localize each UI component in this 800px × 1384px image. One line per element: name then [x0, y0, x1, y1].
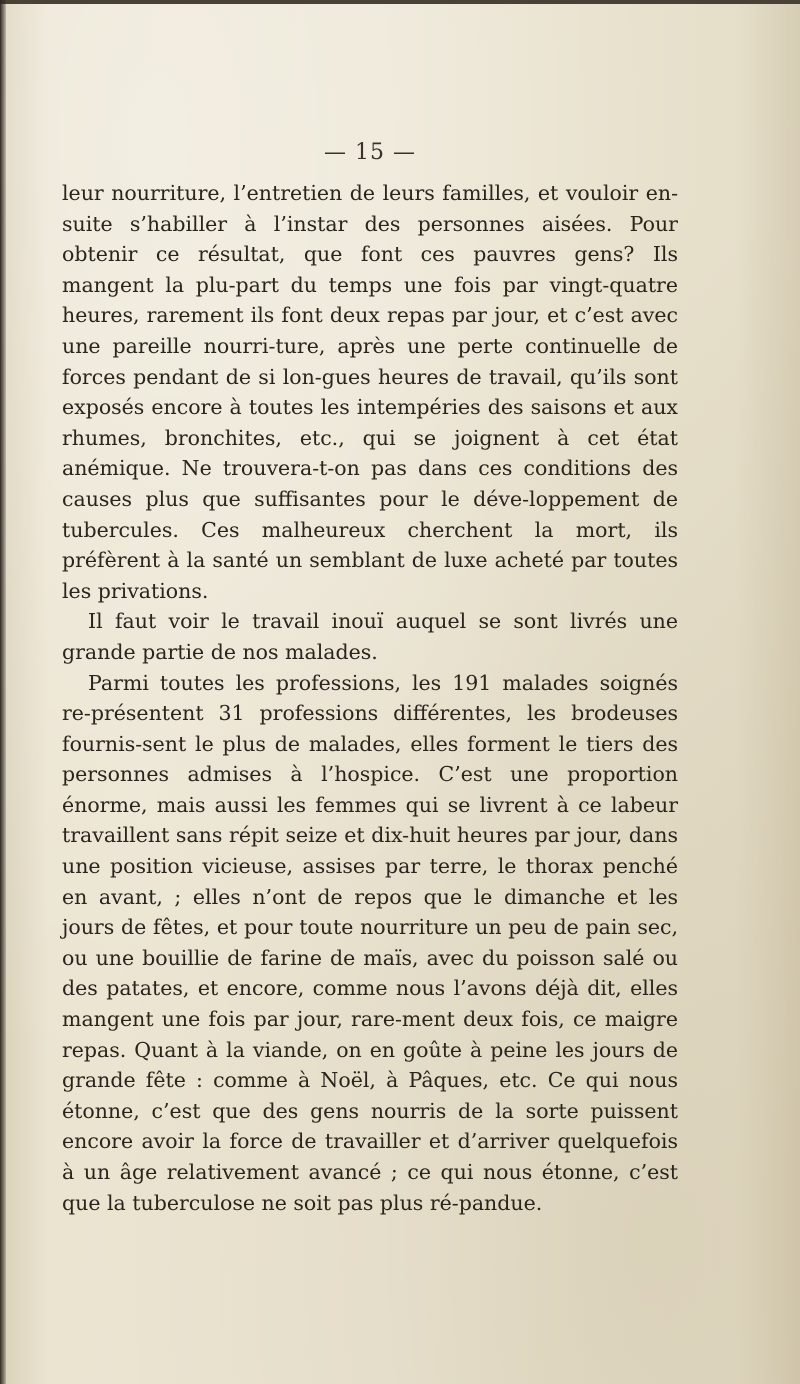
body-text — [62, 178, 678, 1218]
paragraph-3: Parmi toutes les professions, les 191 malades soignés re-présentent 31 professions différentes, les brodeuses fournis-sent le plus de malades, elles forment le tiers des personnes admises à l’hospice. C’est une proportion énorme, mais aussi les femmes qui se livrent à ce labeur travaillent sans répit seize et dix-huit heures par jour, dans une position vicieuse, assises par terre, le thorax penché en avant, ; elles n’ont de repos que le dimanche et les jours de fêtes, et pour toute nourriture un peu de pain sec, ou une bouillie de farine de maïs, avec du poisson salé ou des patates, et encore, comme nous l’avons déjà dit, elles mangent une fois par jour, rare-ment deux fois, ce maigre repas. Quant à la viande, on en goûte à peine les jours de grande fête : comme à Noël, à Pâques, etc. Ce qui nous étonne, c’est que des gens nourris de la sorte puissent encore avoir la force de travailler et d’arriver quelquefois à un âge relativement avancé ; ce qui nous étonne, c’est que la tuberculose ne soit pas plus ré-pandue. — [62, 670, 678, 1215]
top-border — [0, 0, 800, 4]
paragraph-2: Il faut voir le travail inouï auquel se sont livrés une grande partie de nos malades. — [62, 609, 678, 664]
page-number: — 15 — — [324, 140, 416, 165]
binding-edge — [0, 0, 6, 1384]
paragraph-1: leur nourriture, l’entretien de leurs familles, et vouloir en-suite s’habiller à l’instar des personnes aisées. Pour obtenir ce résultat, que font ces pauvres gens? Ils mangent la plu-part du temps une fois par vingt-quatre heures, rarement ils font deux repas par jour, et c’est avec une pareille nourri-ture, après une perte continuelle de forces pendant de si lon-gues heures de travail, qu’ils sont exposés encore à toutes les intempéries des saisons et aux rhumes, bronchites, etc., qui se joignent à cet état anémique. Ne trouvera-t-on pas dans ces conditions des causes plus que suffisantes pour le déve-loppement de tubercules. Ces malheureux cherchent la mort, ils préfèrent à la santé un semblant de luxe acheté par toutes les privations. — [62, 181, 678, 603]
